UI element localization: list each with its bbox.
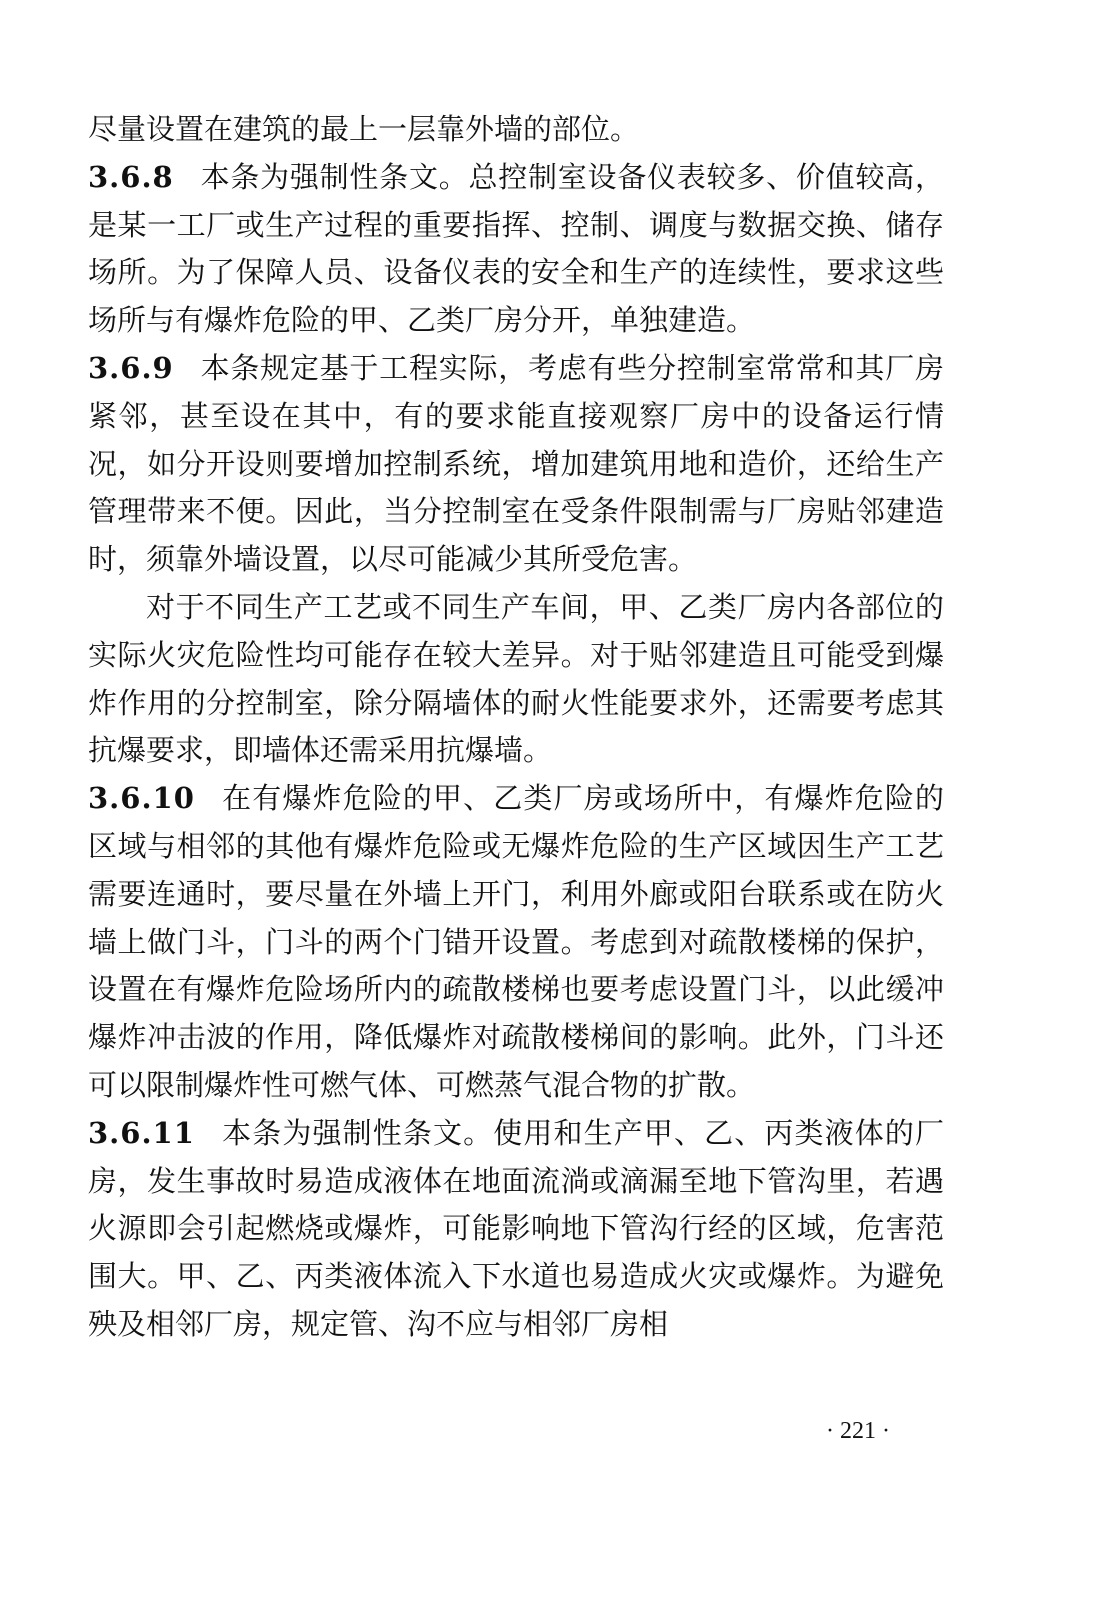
paragraph-text: 对于不同生产工艺或不同生产车间，甲、乙类厂房内各部位的实际火灾危险性均可能存在较大差异。对于贴邻建造且可能受到爆炸作用的分控制室，除分隔墙体的耐火性能要求外，还需要考虑其抗爆要求，即墙体还需采用抗爆墙。 (88, 589, 944, 768)
clause-3-6-10 (88, 775, 944, 1110)
paragraph-text: 在有爆炸危险的甲、乙类厂房或场所中，有爆炸危险的区域与相邻的其他有爆炸危险或无爆炸危险的生产区域因生产工艺需要连通时，要尽量在外墙上开门，利用外廊或阳台联系或在防火墙上做门斗，门斗的两个门错开设置。考虑到对疏散楼梯的保护，设置在有爆炸危险场所内的疏散楼梯也要考虑设置门斗，以此缓冲爆炸冲击波的作用，降低爆炸对疏散楼梯间的影响。此外，门斗还可以限制爆炸性可燃气体、可燃蒸气混合物的扩散。 (88, 781, 944, 1102)
paragraph-continuation (88, 106, 944, 154)
paragraph-indented (88, 584, 944, 775)
clause-3-6-9 (88, 345, 944, 584)
clause-number: 3.6.11 (88, 1115, 195, 1150)
clause-3-6-11 (88, 1110, 944, 1349)
paragraph-text: 尽量设置在建筑的最上一层靠外墙的部位。 (88, 112, 640, 146)
clause-number: 3.6.8 (88, 159, 174, 194)
page-body (88, 106, 944, 1349)
clause-3-6-8 (88, 154, 944, 345)
clause-number: 3.6.10 (88, 781, 195, 816)
clause-number: 3.6.9 (88, 350, 174, 385)
paragraph-text: 本条为强制性条文。使用和生产甲、乙、丙类液体的厂房，发生事故时易造成液体在地面流淌或滴漏至地下管沟里，若遇火源即会引起燃烧或爆炸，可能影响地下管沟行经的区域，危害范围大。甲、乙、丙类液体流入下水道也易造成火灾或爆炸。为避免殃及相邻厂房，规定管、沟不应与相邻厂房相 (88, 1115, 944, 1341)
page-number: · 221 · (826, 1418, 890, 1444)
paragraph-text: 本条规定基于工程实际，考虑有些分控制室常常和其厂房紧邻，甚至设在其中，有的要求能直接观察厂房中的设备运行情况，如分开设则要增加控制系统，增加建筑用地和造价，还给生产管理带来不便。因此，当分控制室在受条件限制需与厂房贴邻建造时，须靠外墙设置，以尽可能减少其所受危害。 (88, 350, 944, 577)
paragraph-text: 本条为强制性条文。总控制室设备仪表较多、价值较高，是某一工厂或生产过程的重要指挥、控制、调度与数据交换、储存场所。为了保障人员、设备仪表的安全和生产的连续性，要求这些场所与有爆炸危险的甲、乙类厂房分开，单独建造。 (88, 159, 944, 338)
